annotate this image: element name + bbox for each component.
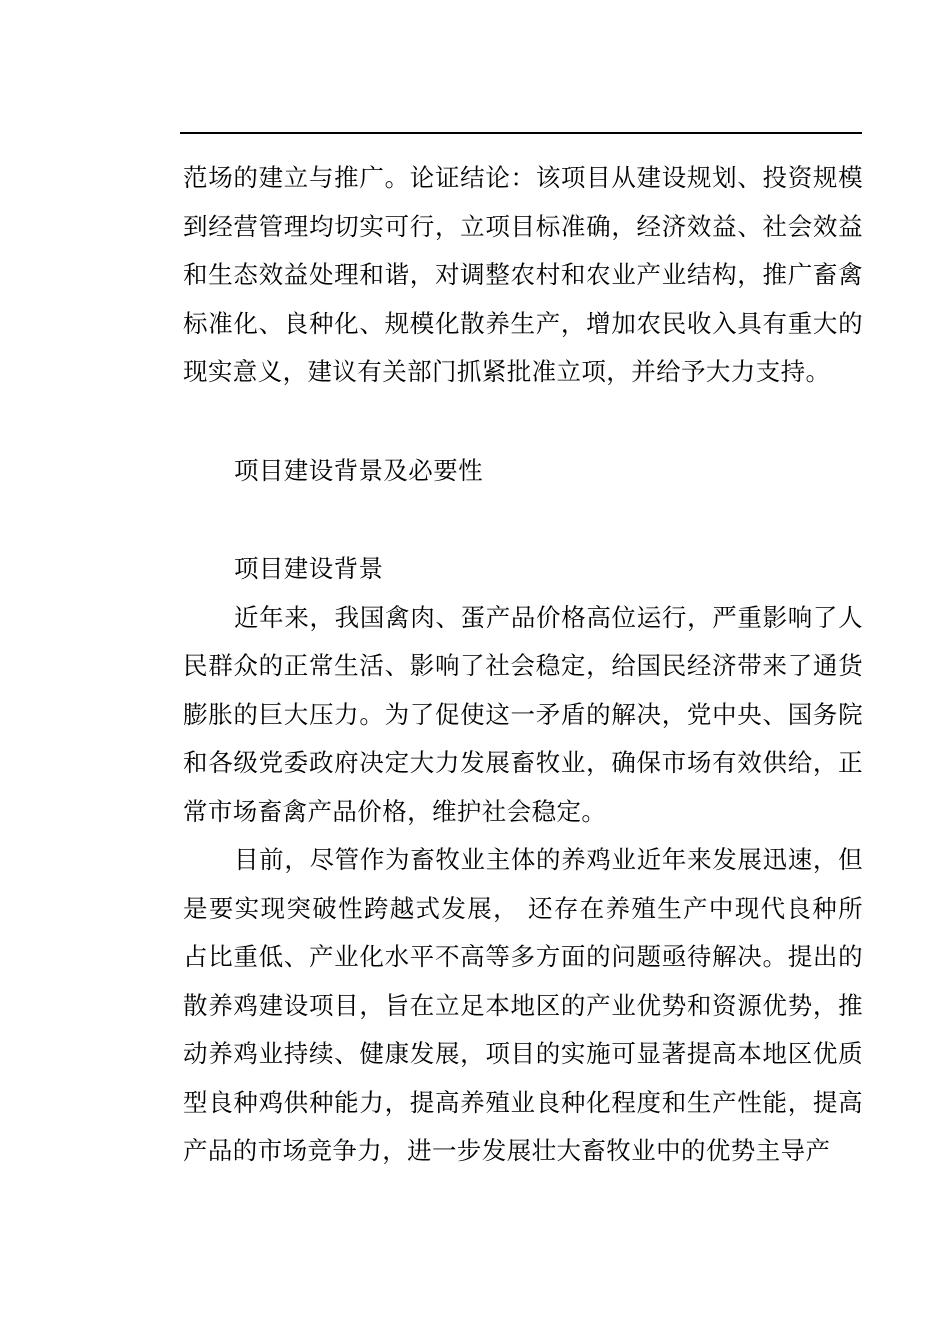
body-paragraph-1: 近年来，我国禽肉、蛋产品价格高位运行，严重影响了人民群众的正常生活、影响了社会稳定，给国民经济带来了通货膨胀的巨大压力。为了促使这一矛盾的解决，党中央、国务院和各级党委政府决定大力发展畜牧业，确保市场有效供给，正常市场畜禽产品价格，维护社会稳定。 [183, 602, 863, 826]
body-paragraph-2: 目前，尽管作为畜牧业主体的养鸡业近年来发展迅速，但是要实现突破性跨越式发展， 还存在养殖生产中现代良种所占比重低、产业化水平不高等多方面的问题亟待解决。提出的散养鸡建设项目，旨在立足本地区的产业优势和资源优势，推动养鸡业持续、健康发展，项目的实施可显著提高本地区优质型良种鸡供种能力，提高养殖业良种化程度和生产性能，提高产品的市场竞争力，进一步发展壮大畜牧业中的优势主导产 [183, 845, 863, 1165]
spacer [183, 397, 863, 447]
section-heading: 项目建设背景及必要性 [234, 455, 483, 485]
subsection-heading: 项目建设背景 [234, 554, 384, 583]
spacer [183, 495, 863, 545]
header-rule [180, 132, 862, 134]
document-body [183, 154, 863, 1176]
intro-paragraph: 范场的建立与推广。论证结论：该项目从建设规划、投资规模到经营管理均切实可行，立项目标准确，经济效益、社会效益和生态效益处理和谐，对调整农村和农业产业结构，推广畜禽标准化、良种化、规模化散养生产，增加农民收入具有重大的现实意义，建议有关部门抓紧批准立项，并给予大力支持。 [183, 163, 863, 386]
